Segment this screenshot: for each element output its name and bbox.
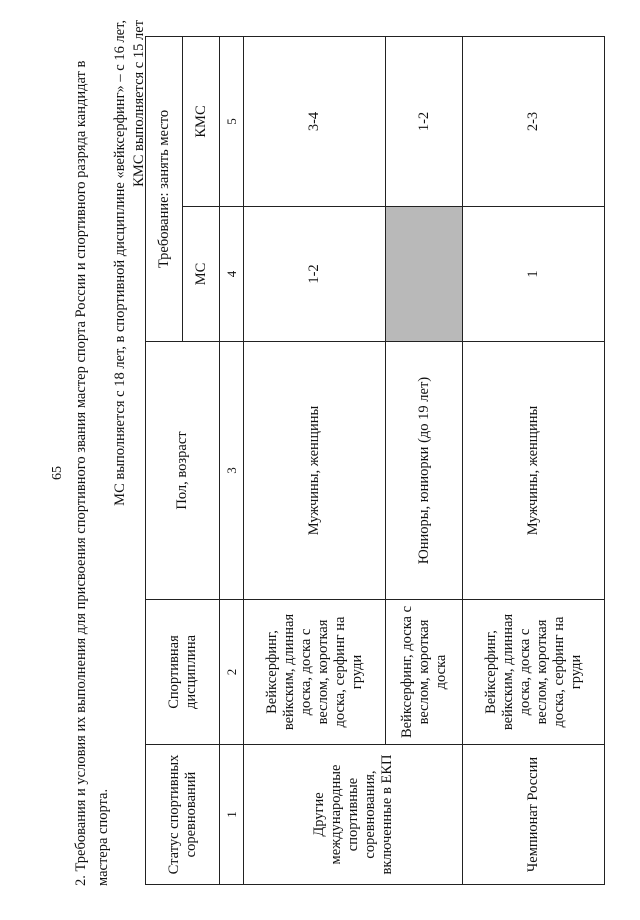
requirements-table (145, 36, 605, 885)
column-number: 3 (220, 342, 244, 600)
kms-cell: 2-3 (463, 36, 605, 206)
header-kms: КМС (183, 36, 220, 206)
ms-condition-text: МС выполняется с 18 лет, в спортивной дисциплине «вейксерфинг» – с 16 лет, (112, 20, 128, 506)
section-heading: 2. Требования и условия их выполнения для присвоения спортивного звания мастер спорта России и спортивного разряда кандидат в мастера спорта. (73, 60, 111, 886)
age-cell: Мужчины, женщины (244, 342, 386, 600)
discipline-cell: Вейксерфинг, доска с веслом, короткая доска (386, 600, 463, 745)
kms-condition-text: КМС выполняется с 15 лет (131, 20, 147, 187)
table-row (463, 36, 605, 884)
header-age: Пол, возраст (146, 342, 220, 600)
header-status: Статус спортивных соревнований (146, 745, 220, 885)
ms-cell-shaded (386, 207, 463, 342)
column-number: 1 (220, 745, 244, 885)
header-discipline: Спортивная дисциплина (146, 600, 220, 745)
discipline-cell: Вейксерфинг, вейкским, длинная доска, доска с веслом, короткая доска, серфинг на груди (244, 600, 386, 745)
status-cell: Чемпионат России (463, 745, 605, 885)
header-row (146, 36, 183, 884)
column-number-row (220, 36, 244, 884)
column-number: 5 (220, 36, 244, 206)
ms-cell: 1-2 (244, 207, 386, 342)
discipline-cell: Вейксерфинг, вейкским, длинная доска, доска с веслом, короткая доска, серфинг на груди (463, 600, 605, 745)
page-number: 65 (50, 466, 65, 480)
table-row (244, 36, 386, 884)
ms-cell: 1 (463, 207, 605, 342)
kms-cell: 3-4 (244, 36, 386, 206)
age-cell: Юниоры, юниорки (до 19 лет) (386, 342, 463, 600)
kms-cell: 1-2 (386, 36, 463, 206)
column-number: 4 (220, 207, 244, 342)
status-cell: Другие международные спортивные соревнования, включенные в ЕКП (244, 745, 463, 885)
header-ms: МС (183, 207, 220, 342)
age-cell: Мужчины, женщины (463, 342, 605, 600)
header-requirement: Требование: занять место (146, 36, 183, 341)
column-number: 2 (220, 600, 244, 745)
